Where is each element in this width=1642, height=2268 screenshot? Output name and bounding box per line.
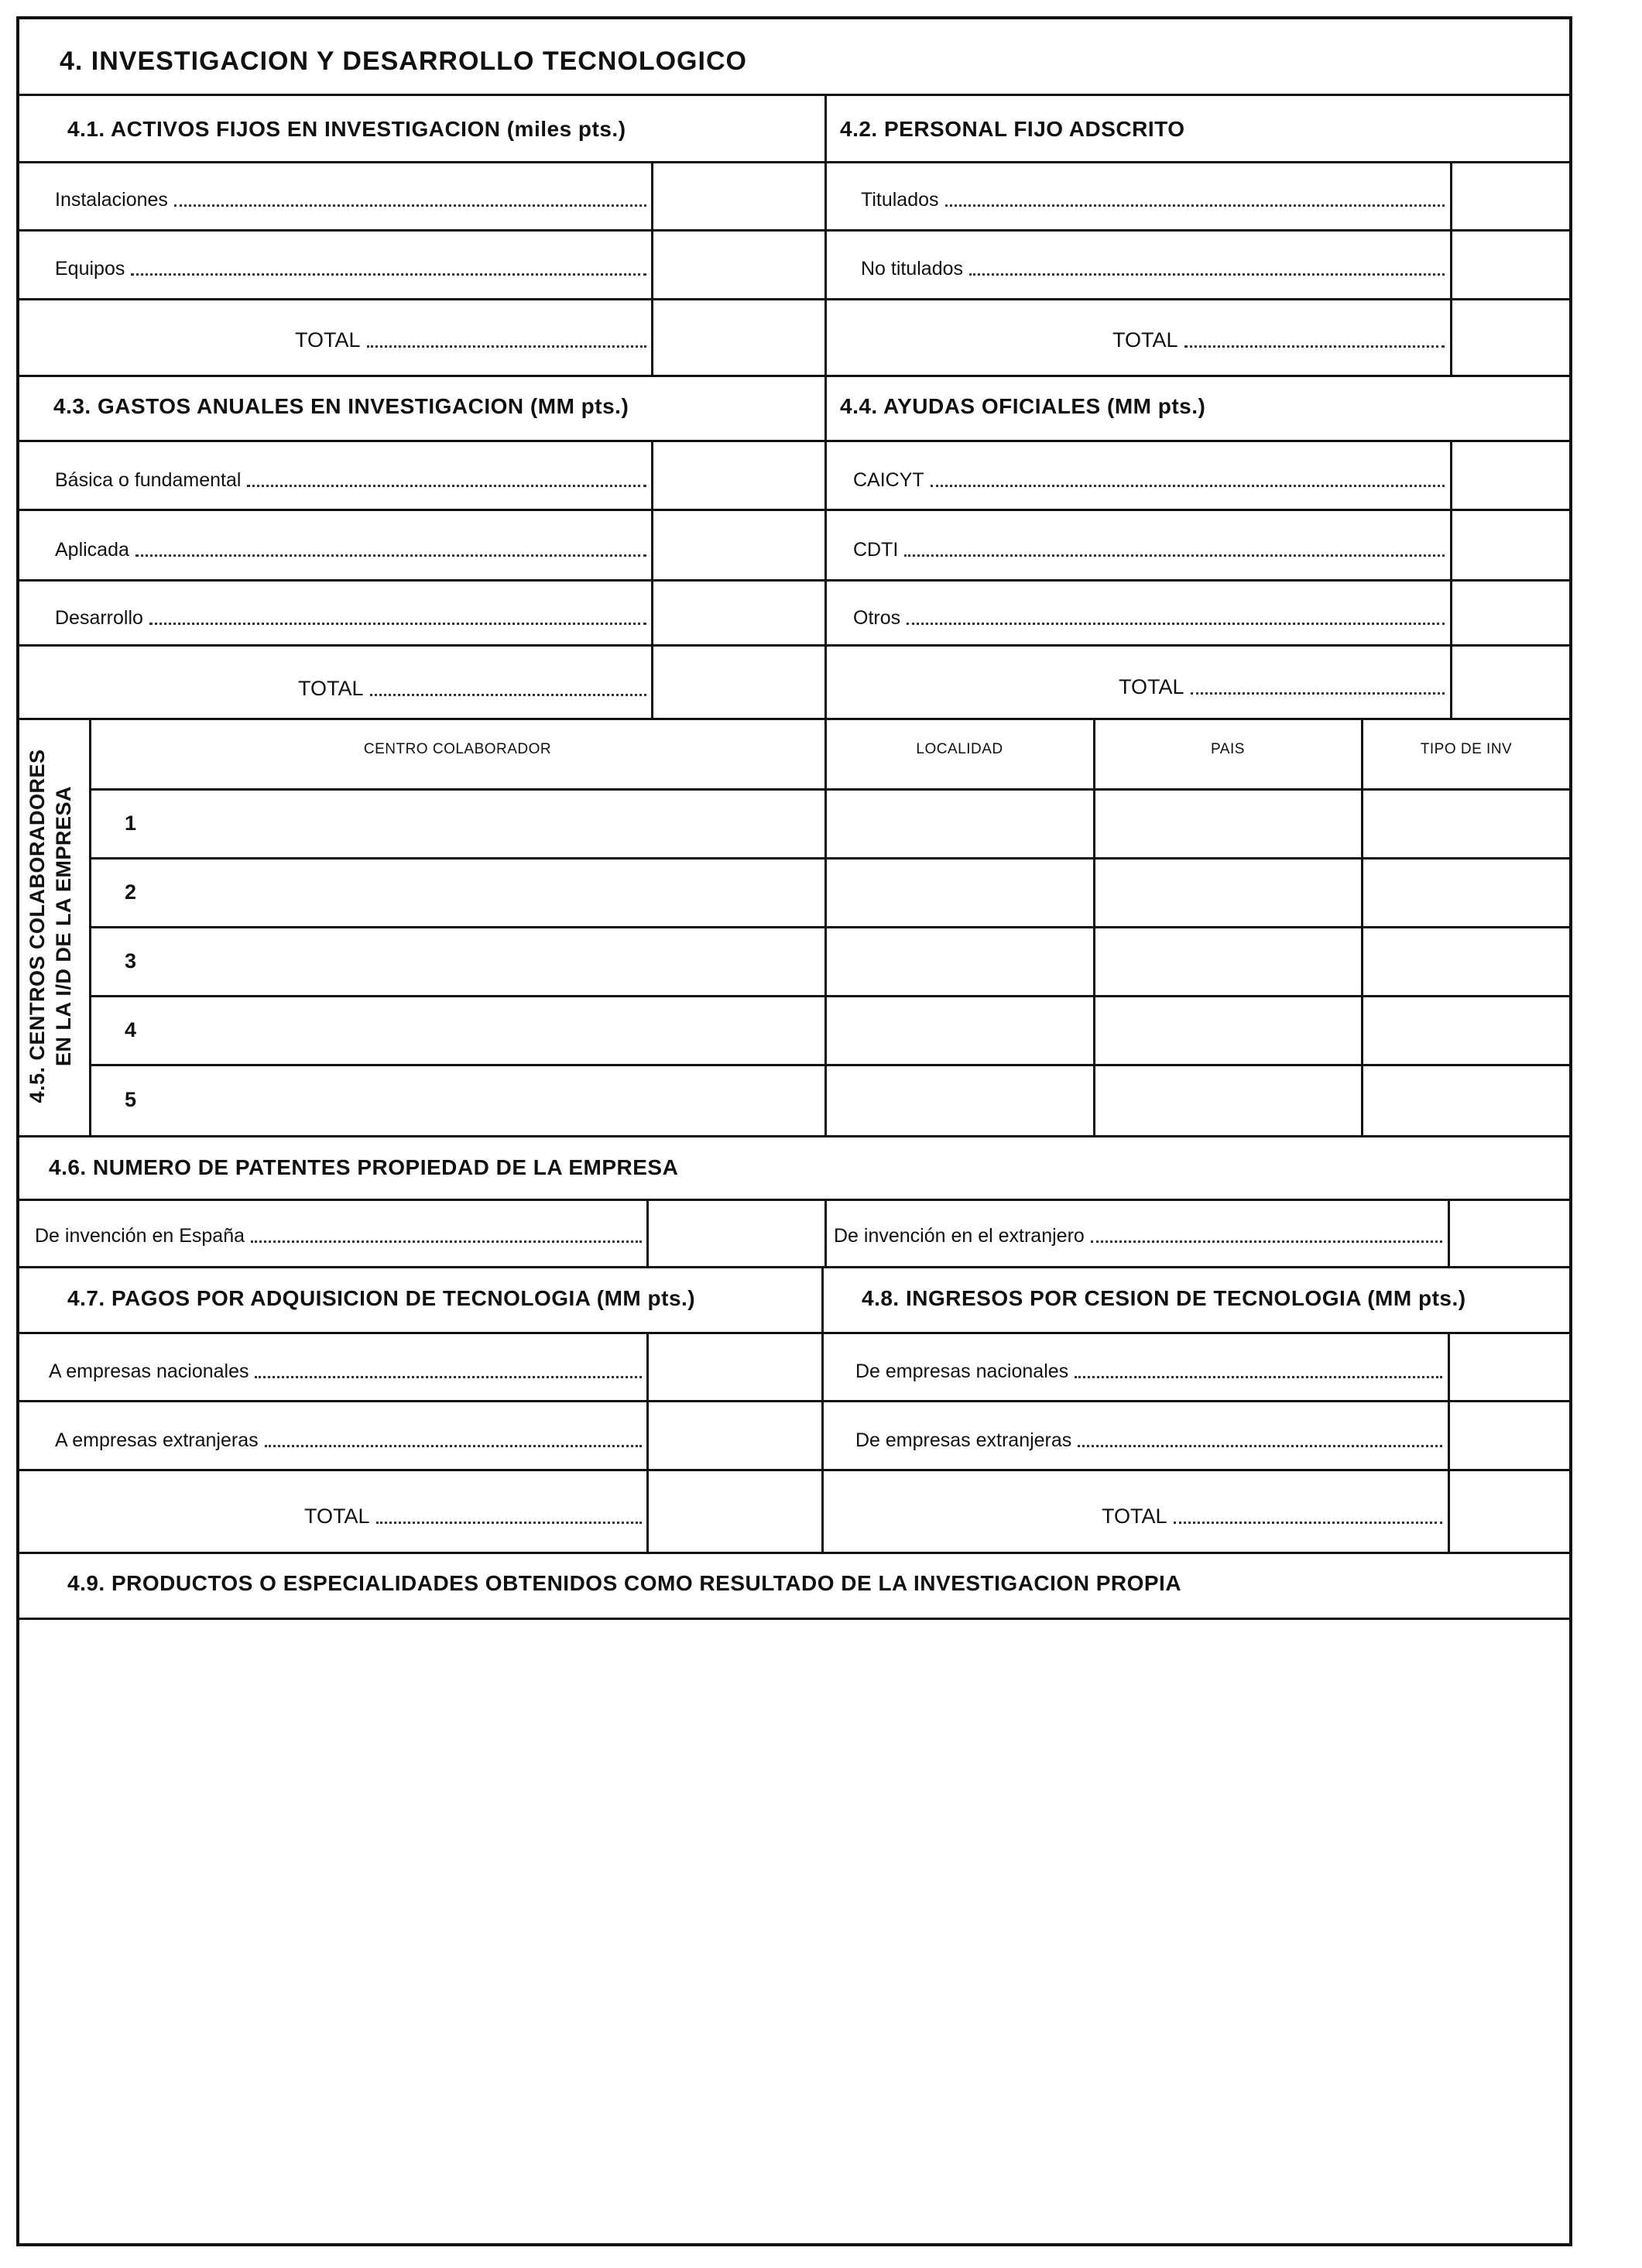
s42-titulados-input[interactable]	[1453, 163, 1569, 228]
section-4-7-header: 4.7. PAGOS POR ADQUISICION DE TECNOLOGIA (MM pts.)	[67, 1286, 696, 1310]
s44-total-label: TOTAL	[1119, 675, 1184, 698]
s42-row-label: No titulados	[861, 258, 964, 280]
section-4-2-header: 4.2. PERSONAL FIJO ADSCRITO	[840, 117, 1185, 141]
s46-espana-label: De invención en España	[35, 1225, 245, 1247]
s41-instalaciones-input[interactable]	[654, 163, 823, 228]
s45-side-title-line2: EN LA I/D DE LA EMPRESA	[52, 785, 75, 1067]
s45-col-pais: PAIS	[1211, 741, 1245, 757]
s45-row4-localidad-input[interactable]	[827, 997, 1092, 1063]
s45-row1-pais-input[interactable]	[1095, 791, 1360, 856]
s47-row-nacionales	[49, 1352, 645, 1383]
s45-row-number: 3	[125, 949, 137, 973]
s46-espana-row	[35, 1216, 645, 1247]
s44-caicyt-input[interactable]	[1453, 442, 1569, 508]
s44-total-row	[1119, 668, 1448, 699]
form-frame	[16, 16, 1572, 2246]
s45-row-number: 5	[125, 1088, 137, 1111]
s42-total-row	[1112, 321, 1448, 352]
s48-row-label: De empresas nacionales	[855, 1360, 1069, 1382]
s41-row-label: Instalaciones	[55, 189, 168, 211]
s41-total-label: TOTAL	[295, 328, 361, 352]
s48-total-label: TOTAL	[1102, 1505, 1167, 1528]
s45-row2-pais-input[interactable]	[1095, 860, 1360, 925]
s44-otros-input[interactable]	[1453, 582, 1569, 643]
s45-row3-centro-input[interactable]	[151, 928, 823, 994]
s47-total-row	[304, 1498, 645, 1529]
s48-total-input[interactable]	[1451, 1471, 1569, 1551]
s46-espana-input[interactable]	[650, 1201, 823, 1265]
s42-row-label: Titulados	[861, 189, 939, 211]
s46-extranjero-row	[834, 1216, 1445, 1247]
s41-row-instalaciones	[55, 180, 650, 211]
s45-row1-tipo-input[interactable]	[1363, 791, 1569, 856]
s48-extranjeras-input[interactable]	[1451, 1402, 1569, 1468]
s44-row-label: Otros	[853, 607, 901, 629]
s42-total-label: TOTAL	[1112, 328, 1178, 352]
s41-row-label: Equipos	[55, 258, 125, 280]
s43-row-aplicada	[55, 530, 650, 561]
s45-row3-tipo-input[interactable]	[1363, 928, 1569, 994]
s47-total-label: TOTAL	[304, 1505, 370, 1528]
s45-row5-localidad-input[interactable]	[827, 1066, 1092, 1134]
s48-total-row	[1102, 1498, 1445, 1529]
s45-row2-tipo-input[interactable]	[1363, 860, 1569, 925]
s45-row4-tipo-input[interactable]	[1363, 997, 1569, 1063]
section-4-1-header: 4.1. ACTIVOS FIJOS EN INVESTIGACION (miles pts.)	[67, 117, 626, 141]
s45-row4-pais-input[interactable]	[1095, 997, 1360, 1063]
s43-basica-input[interactable]	[654, 442, 823, 508]
form-title: 4. INVESTIGACION Y DESARROLLO TECNOLOGICO	[60, 46, 747, 76]
s45-row3-pais-input[interactable]	[1095, 928, 1360, 994]
s43-aplicada-input[interactable]	[654, 511, 823, 578]
s45-row3-localidad-input[interactable]	[827, 928, 1092, 994]
s43-row-basica	[55, 461, 650, 492]
s45-row5-centro-input[interactable]	[151, 1066, 823, 1134]
s45-row-number: 4	[125, 1018, 137, 1041]
s45-side-title	[24, 718, 77, 1134]
s45-row-number: 1	[125, 811, 137, 835]
s45-row5-pais-input[interactable]	[1095, 1066, 1360, 1134]
section-4-6-header: 4.6. NUMERO DE PATENTES PROPIEDAD DE LA EMPRESA	[49, 1155, 679, 1179]
s42-row-titulados	[861, 180, 1448, 211]
s41-equipos-input[interactable]	[654, 232, 823, 297]
s45-row2-centro-input[interactable]	[151, 860, 823, 925]
s47-row-label: A empresas extranjeras	[55, 1429, 259, 1451]
s43-total-row	[298, 670, 650, 701]
section-4-3-header: 4.3. GASTOS ANUALES EN INVESTIGACION (MM pts.)	[53, 394, 629, 418]
s45-side-title-line1: 4.5. CENTROS COLABORADORES	[26, 749, 49, 1103]
s45-row1-localidad-input[interactable]	[827, 791, 1092, 856]
s45-col-tipo: TIPO DE INV	[1420, 741, 1513, 757]
s43-row-label: Aplicada	[55, 539, 129, 561]
s42-no-titulados-input[interactable]	[1453, 232, 1569, 297]
s47-extranjeras-input[interactable]	[650, 1402, 820, 1468]
s43-row-label: Básica o fundamental	[55, 469, 242, 491]
s46-extranjero-label: De invención en el extranjero	[834, 1225, 1085, 1247]
s45-row2-localidad-input[interactable]	[827, 860, 1092, 925]
s48-nacionales-input[interactable]	[1451, 1334, 1569, 1399]
s44-row-cdti	[853, 530, 1448, 561]
section-4-8-header: 4.8. INGRESOS POR CESION DE TECNOLOGIA (MM pts.)	[862, 1286, 1466, 1310]
s47-row-extranjeras	[55, 1421, 645, 1452]
s41-total-input[interactable]	[654, 300, 823, 374]
s47-row-label: A empresas nacionales	[49, 1360, 249, 1382]
s44-row-otros	[853, 599, 1448, 630]
s45-row4-centro-input[interactable]	[151, 997, 823, 1063]
s45-col-centro: CENTRO COLABORADOR	[363, 741, 552, 757]
s45-col-localidad: LOCALIDAD	[916, 741, 1003, 757]
s43-row-label: Desarrollo	[55, 607, 143, 629]
s48-row-label: De empresas extranjeras	[855, 1429, 1072, 1451]
s42-total-input[interactable]	[1453, 300, 1569, 374]
s48-row-extranjeras	[855, 1421, 1445, 1452]
s45-row5-tipo-input[interactable]	[1363, 1066, 1569, 1134]
s48-row-nacionales	[855, 1352, 1445, 1383]
s41-total-row	[295, 321, 650, 352]
s43-total-input[interactable]	[654, 647, 823, 717]
s44-cdti-input[interactable]	[1453, 511, 1569, 578]
s44-row-caicyt	[853, 461, 1448, 492]
section-4-9-header: 4.9. PRODUCTOS O ESPECIALIDADES OBTENIDOS COMO RESULTADO DE LA INVESTIGACION PROPIA	[67, 1571, 1182, 1595]
s45-row-number: 2	[125, 880, 137, 904]
s43-row-desarrollo	[55, 599, 650, 630]
s42-row-no-titulados	[861, 249, 1448, 280]
s47-total-input[interactable]	[650, 1471, 820, 1551]
s41-row-equipos	[55, 249, 650, 280]
s44-total-input[interactable]	[1453, 647, 1569, 717]
s45-row1-centro-input[interactable]	[151, 791, 823, 856]
s44-row-label: CDTI	[853, 539, 899, 561]
s43-desarrollo-input[interactable]	[654, 582, 823, 643]
s44-row-label: CAICYT	[853, 469, 924, 491]
s46-extranjero-input[interactable]	[1451, 1201, 1569, 1265]
s43-total-label: TOTAL	[298, 677, 364, 700]
s49-products-textarea[interactable]	[19, 1620, 1569, 2243]
s47-nacionales-input[interactable]	[650, 1334, 820, 1399]
section-4-4-header: 4.4. AYUDAS OFICIALES (MM pts.)	[840, 394, 1206, 418]
